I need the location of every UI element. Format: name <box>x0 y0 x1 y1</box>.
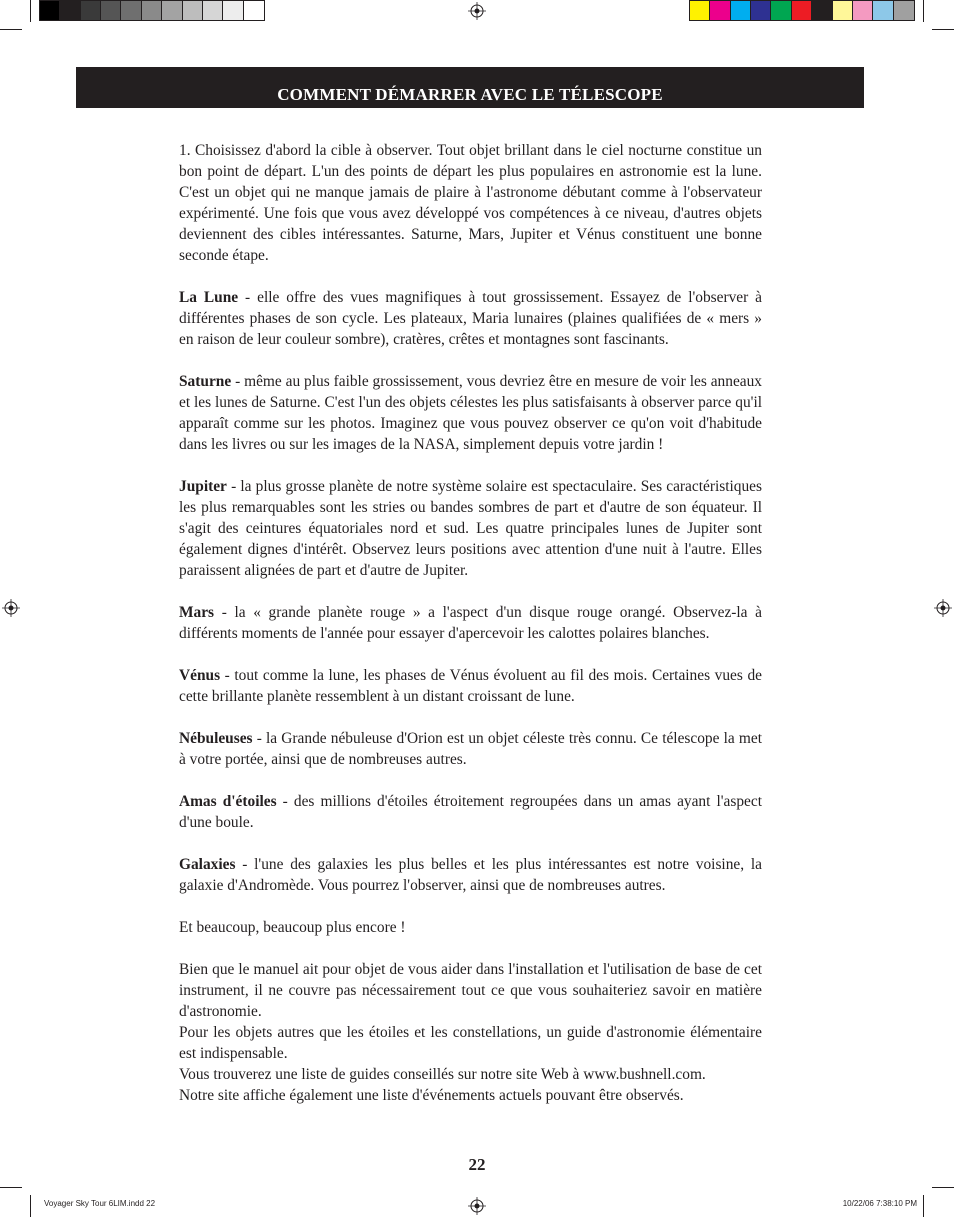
color-swatch <box>223 1 243 20</box>
color-swatch <box>833 1 853 20</box>
color-swatch <box>40 1 60 20</box>
gray-color-bar <box>39 0 265 21</box>
target-description: - la « grande planète rouge » a l'aspect d'un disque rouge orangé. Observez-la à différents moments de l'année pour essayer d'apercevoir les calottes polaires blanches. <box>179 604 762 642</box>
target-paragraph <box>179 791 762 833</box>
crop-mark <box>932 29 954 30</box>
crop-mark <box>30 0 31 22</box>
more-paragraph: Et beaucoup, beaucoup plus encore ! <box>179 919 406 936</box>
color-swatch <box>731 1 751 20</box>
crop-mark <box>30 1195 31 1217</box>
target-paragraph <box>179 854 762 896</box>
color-swatch <box>121 1 141 20</box>
page-number: 22 <box>468 1155 486 1174</box>
target-description: - tout comme la lune, les phases de Vénus évoluent au fil des mois. Certaines vues de cette brillante planète ressemblent à un distant croissant de lune. <box>179 667 762 705</box>
slug-timestamp: 10/22/06 7:38:10 PM <box>842 1199 917 1208</box>
color-swatch <box>101 1 121 20</box>
color-swatch <box>183 1 203 20</box>
crop-mark <box>0 29 22 30</box>
target-description: - elle offre des vues magnifiques à tout grossissement. Essayez de l'observer à différentes phases de son cycle. Les plateaux, Maria lunaires (plaines qualifiées de « mers » en raison de leur couleur sombre), cratères, crêtes et montagnes sont fascinants. <box>179 289 763 348</box>
target-term: Saturne <box>179 373 232 390</box>
closing-paragraph: Pour les objets autres que les étoiles et les constellations, un guide d'astronomie élémentaire est indispensable. <box>179 1024 762 1062</box>
target-term: Mars <box>179 604 215 621</box>
intro-paragraph: 1. Choisissez d'abord la cible à observer. Tout objet brillant dans le ciel nocturne constitue un bon point de départ. L'un des points de départ les plus populaires en astronomie est la lune. C'est un objet qui ne manque jamais de plaire à l'astronome débutant comme à l'observateur expérimenté. Une fois que vous avez développé vos compétences à ce niveau, d'autres objets deviennent des cibles intéressantes. Saturne, Mars, Jupiter et Vénus constituent une bonne seconde étape. <box>179 142 762 264</box>
color-swatch <box>203 1 223 20</box>
color-swatch <box>142 1 162 20</box>
target-term: Jupiter <box>179 478 227 495</box>
target-paragraph <box>179 287 762 350</box>
section-header: COMMENT DÉMARRER AVEC LE TÉLESCOPE <box>76 67 864 108</box>
color-swatch <box>812 1 832 20</box>
registration-mark-icon <box>468 1197 486 1215</box>
target-description: - même au plus faible grossissement, vous devriez être en mesure de voir les anneaux et les lunes de Saturne. C'est l'un des objets célestes les plus satisfaisants à observer parce qu'il apparaît comme sur les photos. Imaginez que vous pouvez observer ce qu'on voit d'habitude dans les livres ou sur les images de la NASA, simplement depuis votre jardin ! <box>179 373 762 453</box>
process-color-bar <box>689 0 915 21</box>
registration-mark-icon <box>2 599 20 617</box>
target-paragraph <box>179 371 762 455</box>
crop-mark <box>923 1195 924 1217</box>
crop-mark <box>0 1187 22 1188</box>
color-swatch <box>873 1 893 20</box>
target-term: Galaxies <box>179 856 236 873</box>
target-description: - des millions d'étoiles étroitement regroupées dans un amas ayant l'aspect d'une boule. <box>179 793 762 831</box>
color-swatch <box>81 1 101 20</box>
closing-paragraph: Notre site affiche également une liste d'événements actuels pouvant être observés. <box>179 1087 684 1104</box>
target-description: - l'une des galaxies les plus belles et les plus intéressantes est notre voisine, la galaxie d'Andromède. Vous pourrez l'observer, ainsi que de nombreuses autres. <box>179 856 762 894</box>
color-swatch <box>853 1 873 20</box>
slug-filename: Voyager Sky Tour 6LIM.indd 22 <box>44 1199 156 1208</box>
target-term: La Lune <box>179 289 239 306</box>
color-swatch <box>690 1 710 20</box>
color-swatch <box>710 1 730 20</box>
crop-mark <box>932 1187 954 1188</box>
page-body <box>179 140 762 1106</box>
target-term: Amas d'étoiles <box>179 793 277 810</box>
target-term: Vénus <box>179 667 221 684</box>
color-swatch <box>244 1 264 20</box>
target-paragraph <box>179 476 762 581</box>
target-description: - la Grande nébuleuse d'Orion est un objet céleste très connu. Ce télescope la met à votre portée, ainsi que de nombreuses autres. <box>179 730 762 768</box>
target-paragraph <box>179 728 762 770</box>
target-paragraph <box>179 665 762 707</box>
target-paragraph <box>179 602 762 644</box>
color-swatch <box>162 1 182 20</box>
target-description: - la plus grosse planète de notre système solaire est spectaculaire. Ses caractéristiques les plus remarquables sont les stries ou bandes sombres de part et d'autre de son équateur. Il s'agit des ceintures équatoriales nord et sud. Les quatre principales lunes de Jupiter sont également dignes d'intérêt. Observez leurs positions avec attention d'une nuit à l'autre. Elles paraissent alignées de part et d'autre de Jupiter. <box>179 478 762 579</box>
registration-mark-icon <box>468 2 486 20</box>
color-swatch <box>771 1 791 20</box>
color-swatch <box>751 1 771 20</box>
color-swatch <box>792 1 812 20</box>
color-swatch <box>60 1 80 20</box>
crop-mark <box>923 0 924 22</box>
closing-paragraph: Vous trouverez une liste de guides conseillés sur notre site Web à www.bushnell.com. <box>179 1066 706 1083</box>
color-swatch <box>894 1 914 20</box>
target-term: Nébuleuses <box>179 730 253 747</box>
closing-paragraph: Bien que le manuel ait pour objet de vous aider dans l'installation et l'utilisation de base de cet instrument, il ne couvre pas nécessairement tout ce que vous souhaiteriez savoir en matière d'astronomie. <box>179 961 762 1020</box>
registration-mark-icon <box>934 599 952 617</box>
